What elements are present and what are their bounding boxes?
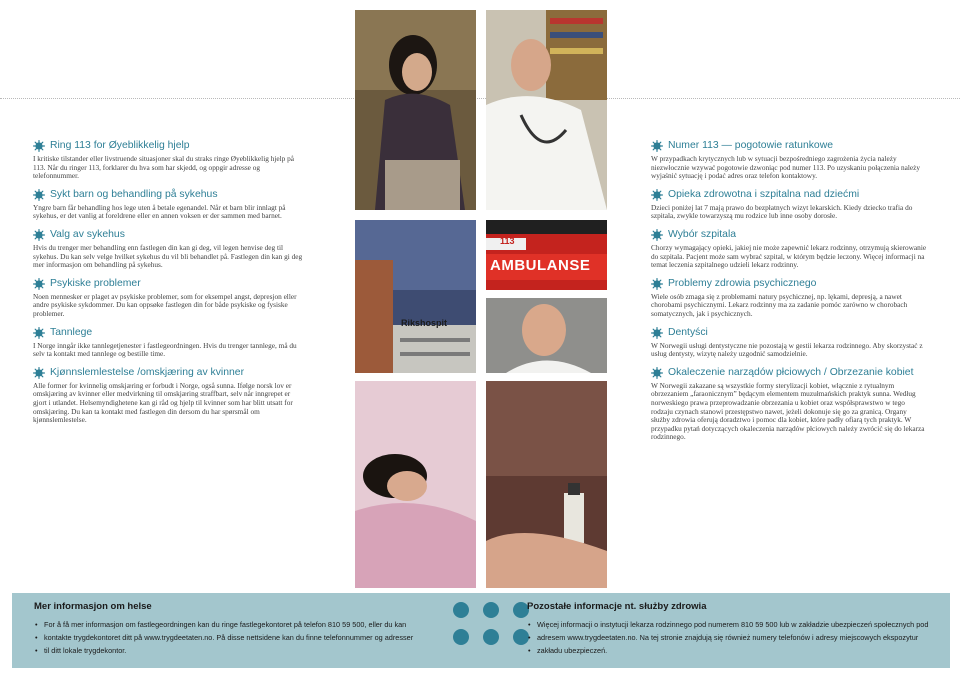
info-line: • For å få mer informasjon om fastlegeordningen kan du ringe fastlegekontoret på telefon 810 59 500, eller du kan	[44, 618, 434, 631]
ambulance-sign: AMBULANSE	[490, 257, 591, 274]
norwegian-body-text: I Norge inngår ikke tannlegetjenester i fastlegeordningen. Hvis du trenger tannlege, må du selv ta kontakt med tannlege og bestille time.	[33, 340, 297, 359]
polish-heading	[651, 189, 927, 201]
norwegian-heading	[33, 189, 305, 201]
starburst-icon	[33, 367, 45, 379]
hospital-sign: Rikshospit	[401, 318, 448, 328]
norwegian-section	[33, 278, 305, 319]
norwegian-body-text: I kritiske tilstander eller livstruende situasjoner skal du straks ringe Øyeblikkelig hjelp på 113. Når du ringer 113, forklarer du hva som har skjedd, og oppgir adresse og telefonnummer.	[33, 154, 295, 181]
starburst-icon	[651, 327, 663, 339]
norwegian-heading	[33, 327, 305, 339]
polish-heading-text: Problemy zdrowia psychicznego	[668, 277, 817, 289]
starburst-icon	[33, 229, 45, 241]
polish-body-text: Dzieci poniżej lat 7 mają prawo do bezpłatnych wizyt lekarskich. Kiedy dziecko trafia do szpitala, zwykle towarzyszą mu rodzice lub inne osoby dorosłe.	[651, 202, 913, 221]
right-column-polish	[651, 140, 927, 450]
polish-heading	[651, 229, 927, 241]
photo-doctor-stethoscope	[486, 10, 607, 210]
starburst-icon	[651, 189, 663, 201]
norwegian-body-text: Yngre barn får behandling hos lege uten å betale egenandel. Når et barn blir innlagt på sykehus, er det vanlig at foreldrene eller en annen voksen er der sammen med barnet.	[33, 202, 286, 221]
dot	[483, 629, 499, 645]
polish-body-text: W Norwegii usługi dentystyczne nie pozostają w gestii lekarza rodzinnego. Aby skorzystać z usług dentysty, wizytę należy uzgodnić samodzielnie.	[651, 340, 923, 359]
polish-section	[651, 367, 927, 442]
starburst-icon	[33, 189, 45, 201]
photo-girl-sitting	[355, 10, 476, 210]
info-box-norwegian	[34, 601, 434, 657]
norwegian-section	[33, 189, 305, 221]
polish-heading	[651, 327, 927, 339]
photo-doctor-closeup	[486, 298, 607, 373]
norwegian-heading-text: Psykiske problemer	[50, 277, 141, 289]
starburst-icon	[651, 367, 663, 379]
polish-heading-text: Numer 113 — pogotowie ratunkowe	[668, 140, 833, 151]
photo-sick-child-in-bed	[355, 381, 476, 588]
polish-body-text: W przypadkach krytycznych lub w sytuacji bezpośredniego zagrożenia życia należy niezwłocznie wzywać pogotowie dzwoniąc pod numer 113. Po uzyskaniu połączenia należy wyjaśnić sytuację i podać adres oraz telefon kontaktowy.	[651, 154, 921, 181]
norwegian-body-text: Alle former for kvinnelig omskjæring er forbudt i Norge, også sunna. Ifølge norsk lov er omskjæring av kvinner eller medvirkning til omskjæring straffbart, selv når inngrepet er gjort i utlandet. Helsemyndighetene kan gi råd og hjelp til kvinner som har blitt utsatt for omskjæring. Du kan ta kontakt med fastlegen din dersom du har spørsmål om kjønnslemlestelse.	[33, 380, 293, 425]
info-line: • adresem www.trygdeetaten.no. Na tej stronie znajdują się również numery telefonów i adresy miejscowych ekspozytur	[537, 631, 937, 644]
polish-body-text: Chorzy wymagający opieki, jakiej nie może zapewnić lekarz rodzinny, otrzymują skierowanie do szpitala. Pacjent może sam wybrać szpital, w którym będzie leczony. Więcej informacji na temat leczenia szpitalnego udzieli lekarz rodzinny.	[651, 242, 927, 270]
norwegian-heading-text: Kjønnslemlestelse /omskjæring av kvinner	[50, 366, 245, 378]
info-title-polish: Pozostałe informacje nt. służby zdrowia	[527, 601, 707, 612]
polish-body-text: Wiele osób zmaga się z problemami natury psychicznej, np. lękami, depresją, a nawet chorobami psychicznymi. Lekarz rodzinny ma za zadanie pomóc zarówno w chorobach somatycznych, jak i psychicznych.	[651, 291, 908, 318]
norwegian-heading-text: Ring 113 for Øyeblikkelig hjelp	[50, 140, 190, 151]
info-panel	[12, 593, 950, 668]
starburst-icon	[651, 229, 663, 241]
polish-heading-text: Okaleczenie narządów płciowych / Obrzezanie kobiet	[668, 366, 914, 378]
left-column-norwegian	[33, 140, 305, 433]
polish-heading-text: Wybór szpitala	[668, 228, 737, 240]
starburst-icon	[33, 278, 45, 290]
polish-body-text: W Norwegii zakazane są wszystkie formy sterylizacji kobiet, włącznie z rytualnym obrzezaniem „faraonicznym” będącym elementem muzułmańskich praktyk sunna. Według norweskiego prawa przeprowadzanie obrzezania u kobiet oraz współsprawstwo w tego rodzaju czynach stanowi przestępstwo nawet, jeżeli dokonuje się go za granicą. Organy służby zdrowia oferują doradztwo i pomoc dla kobiet, które padły ofiarą tych praktyk. W przypadku pytań dotyczących okaleczenia narządów płciowych należy zwrócić się do lekarza rodzinnego.	[651, 380, 925, 442]
polish-heading	[651, 278, 927, 290]
info-line: • til ditt lokale trygdekontor.	[44, 644, 434, 657]
norwegian-body-text: Noen mennesker er plaget av psykiske problemer, som for eksempel angst, depresjon eller andre psykiske sykdommer. Du kan oppsøke fastlegen din for både psykiske og fysiske problemer.	[33, 291, 297, 318]
norwegian-heading	[33, 229, 305, 241]
norwegian-body-text: Hvis du trenger mer behandling enn fastlegen din kan gi deg, vil legen henvise deg til sykehus. Du kan selv velge hvilket sykehus du vil bli behandlet på. Fastlegen din kan gi deg mer informasjon om behandling på sykehus.	[33, 242, 303, 270]
polish-section	[651, 189, 927, 221]
norwegian-section	[33, 229, 305, 270]
info-line: • kontakte trygdekontoret ditt på www.trygdeetaten.no. På disse nettsidene kan du finne telefonnummer og adresser	[44, 631, 434, 644]
polish-section	[651, 278, 927, 319]
norwegian-section	[33, 367, 305, 425]
norwegian-heading	[33, 278, 305, 290]
info-box-polish	[527, 601, 937, 657]
info-line: • Więcej informacji o instytucji lekarza rodzinnego pod numerem 810 59 500 lub w zakładzie ubezpieczeń społecznych pod	[537, 618, 937, 631]
norwegian-section	[33, 140, 305, 181]
photo-medicine-bottle	[486, 381, 607, 588]
starburst-icon	[33, 327, 45, 339]
norwegian-heading	[33, 367, 305, 379]
dot	[453, 629, 469, 645]
norwegian-heading-text: Valg av sykehus	[50, 228, 125, 240]
polish-heading	[651, 367, 927, 379]
starburst-icon	[651, 140, 663, 152]
polish-heading-text: Dentyści	[668, 326, 708, 338]
photo-hospital-building	[355, 220, 476, 373]
polish-heading-text: Opieka zdrowotna i szpitalna nad dziećmi	[668, 188, 860, 200]
photo-ambulance	[486, 220, 607, 290]
polish-section	[651, 327, 927, 359]
dot	[483, 602, 499, 618]
photo-collage	[355, 10, 607, 588]
norwegian-section	[33, 327, 305, 359]
decorative-dots	[453, 600, 533, 662]
norwegian-heading	[33, 140, 305, 152]
polish-section	[651, 140, 927, 181]
dot	[453, 602, 469, 618]
starburst-icon	[651, 278, 663, 290]
ambulance-number: 113	[500, 236, 515, 246]
norwegian-heading-text: Tannlege	[50, 326, 93, 338]
info-line: • zakładu ubezpieczeń.	[537, 644, 937, 657]
polish-heading	[651, 140, 927, 152]
starburst-icon	[33, 140, 45, 152]
polish-section	[651, 229, 927, 270]
info-title-norwegian: Mer informasjon om helse	[34, 601, 152, 612]
norwegian-heading-text: Sykt barn og behandling på sykehus	[50, 188, 218, 200]
